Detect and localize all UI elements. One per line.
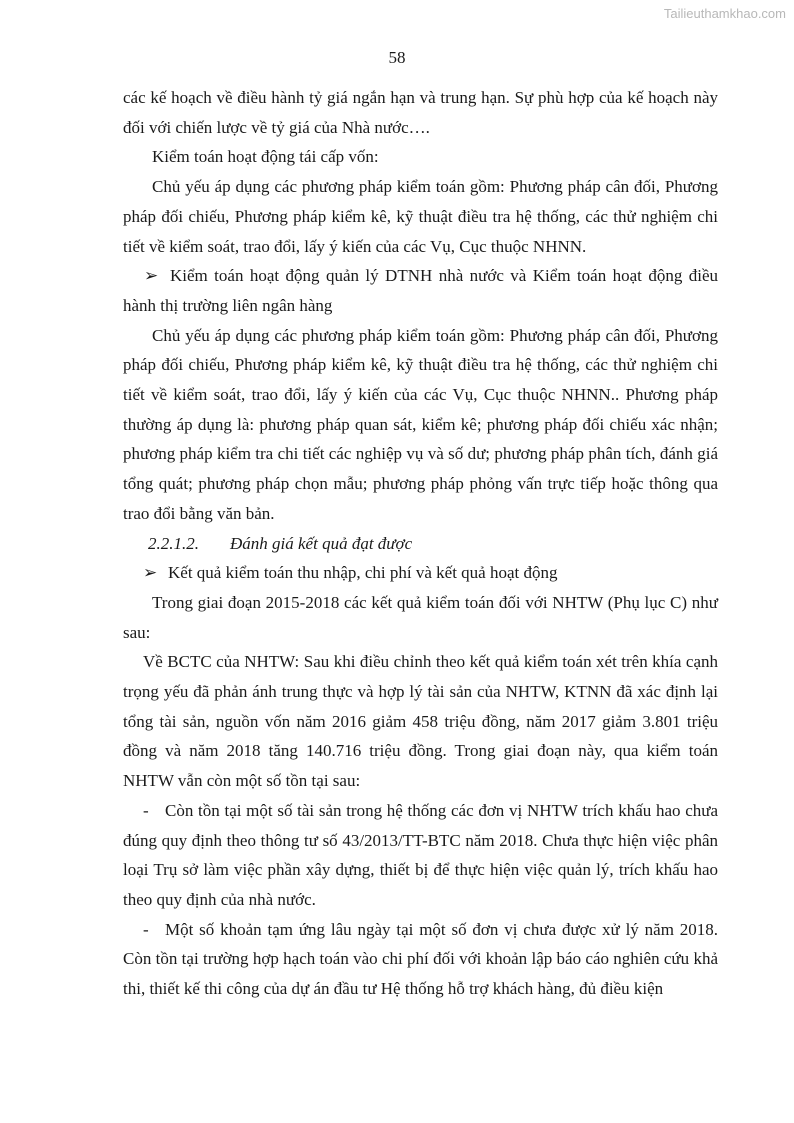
dash-bullet: - — [143, 919, 149, 939]
paragraph-bctc: Về BCTC của NHTW: Sau khi điều chỉnh theo kết quả kiểm toán xét trên khía cạnh trọng yếu đã phản ánh trung thực và hợp lý tài sản của NHTW, KTNN đã xác định lại tổng tài sản, nguồn vốn năm 2016 giảm 458 triệu đồng, năm 2017 giảm 3.801 triệu đồng và năm 2018 tăng 140.716 triệu đồng. Trong giai đoạn này, qua kiểm toán NHTW vẫn còn một số tồn tại sau: — [123, 652, 718, 791]
dash-item-text: Còn tồn tại một số tài sản trong hệ thống các đơn vị NHTW trích khấu hao chưa đúng quy định theo thông tư số 43/2013/TT-BTC năm 2018. Chưa thực hiện việc phân loại Trụ sở làm việc phần xây dựng, thiết bị để thực hiện việc quản lý, trích khấu hao theo quy định của nhà nước. — [123, 800, 718, 909]
page-number: 58 — [388, 48, 406, 67]
dash-bullet: - — [143, 800, 149, 820]
paragraph-methods-2: Chủ yếu áp dụng các phương pháp kiểm toán gồm: Phương pháp cân đối, Phương pháp đối chiếu, Phương pháp kiểm kê, kỹ thuật điều tra hệ thống, các thử nghiệm chi tiết về kiểm soát, trao đổi, lấy ý kiến của các Vụ, Cục thuộc NHNN.. Phương pháp thường áp dụng là: phương pháp quan sát, kiểm kê; phương pháp đối chiếu xác nhận; phương pháp kiểm tra chi tiết các nghiệp vụ và số dư; phương pháp phân tích, đánh giá tổng quát; phương pháp chọn mẫu; phương pháp phỏng vấn trực tiếp hoặc thông qua trao đổi bằng văn bản. — [123, 325, 718, 523]
dash-item-depreciation — [123, 796, 718, 915]
dash-item-advances — [123, 915, 718, 1004]
arrow-bullet-icon: ➢ — [143, 563, 158, 583]
section-title: Đánh giá kết quả đạt được — [230, 533, 413, 553]
bullet-item-income — [123, 558, 718, 588]
paragraph-methods-1: Chủ yếu áp dụng các phương pháp kiểm toán gồm: Phương pháp cân đối, Phương pháp đối chiếu, Phương pháp kiểm kê, kỹ thuật điều tra hệ thống, các thử nghiệm chi tiết về kiểm soát, trao đổi, lấy ý kiến của các Vụ, Cục thuộc NHNN. — [123, 177, 718, 256]
arrow-bullet-icon: ➢ — [144, 266, 159, 286]
bullet-item-reserves — [123, 261, 718, 320]
document-body — [123, 83, 718, 1004]
paragraph-refinancing-title: Kiểm toán hoạt động tái cấp vốn: — [152, 147, 379, 167]
section-number: 2.2.1.2. — [148, 533, 199, 553]
bullet-text: Kiểm toán hoạt động quản lý DTNH nhà nước và Kiểm toán hoạt động điều hành thị trường liên ngân hàng — [123, 266, 718, 315]
paragraph-1: các kế hoạch về điều hành tỷ giá ngắn hạn và trung hạn. Sự phù hợp của kế hoạch này đối với chiến lược về tỷ giá của Nhà nước…. — [123, 88, 718, 137]
watermark-text: Tailieuthamkhao.com — [663, 6, 786, 21]
dash-item-text: Một số khoản tạm ứng lâu ngày tại một số đơn vị chưa được xử lý năm 2018. Còn tồn tại trường hợp hạch toán vào chi phí đối với khoản lập báo cáo nghiên cứu khả thi, thiết kế thi công của dự án đầu tư Hệ thống hỗ trợ khách hàng, đủ điều kiện — [123, 919, 718, 999]
bullet-text: Kết quả kiểm toán thu nhập, chi phí và kết quả hoạt động — [168, 563, 558, 583]
paragraph-results-intro: Trong giai đoạn 2015-2018 các kết quả kiểm toán đối với NHTW (Phụ lục C) như sau: — [123, 592, 718, 642]
section-heading — [123, 529, 718, 559]
